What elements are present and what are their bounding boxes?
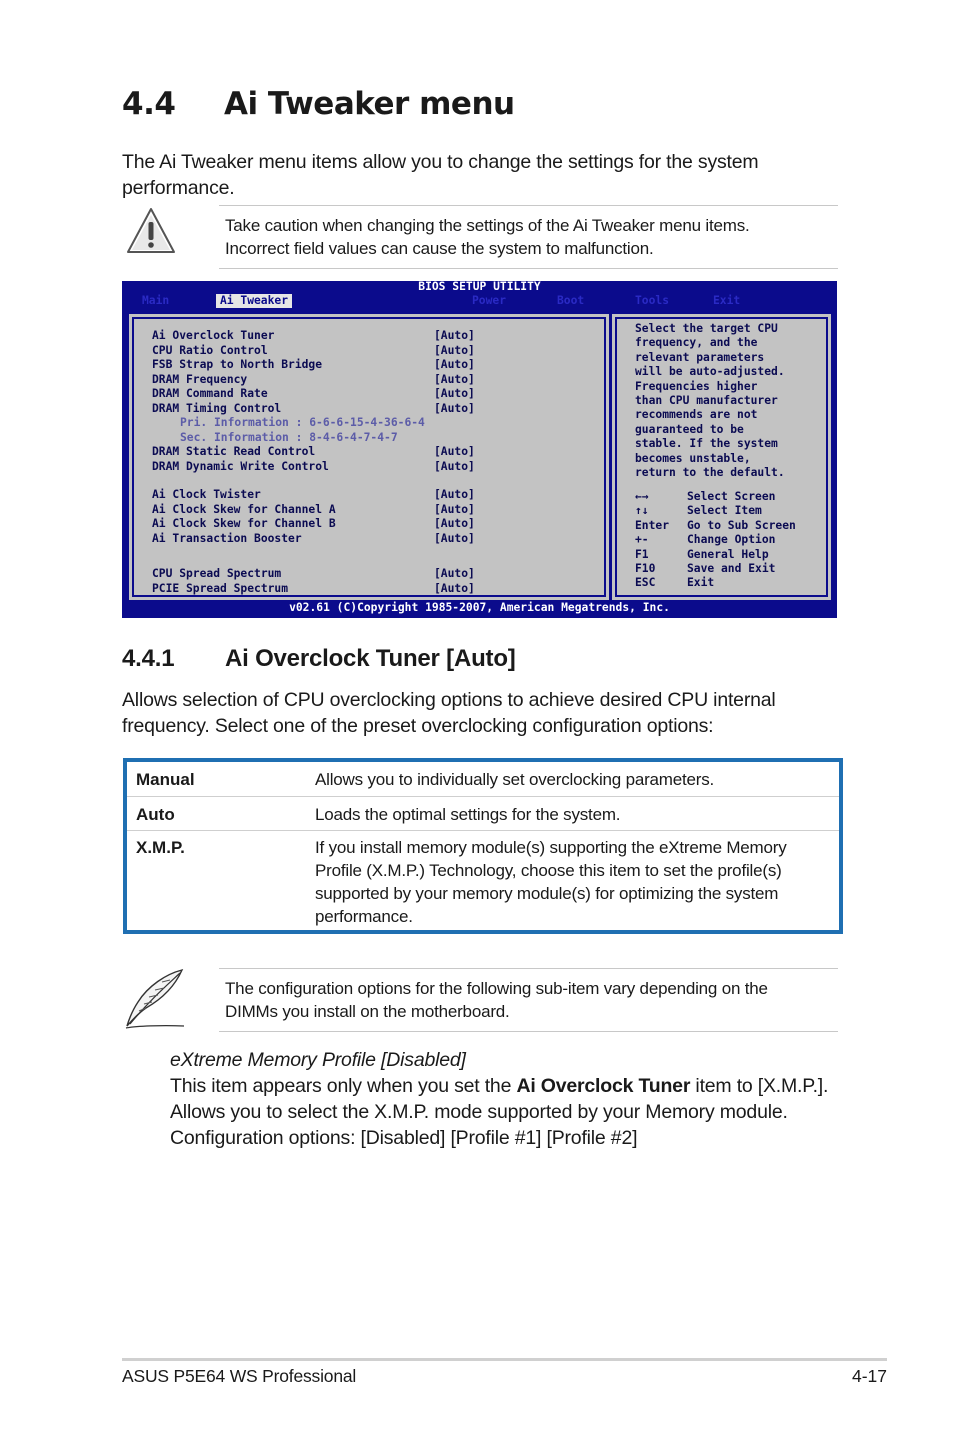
bios-screen bbox=[122, 281, 837, 618]
bios-item-value[interactable]: [Auto] bbox=[434, 445, 475, 458]
bios-item-value[interactable]: [Auto] bbox=[434, 581, 475, 595]
table-row bbox=[127, 830, 839, 931]
key-desc: Go to Sub Screen bbox=[687, 518, 796, 532]
bios-item-value[interactable]: [Auto] bbox=[434, 567, 475, 580]
bios-settings-panel bbox=[129, 314, 609, 600]
bios-item-value[interactable]: [Auto] bbox=[434, 343, 475, 357]
key-desc: Select Item bbox=[687, 504, 762, 518]
bios-item-label[interactable]: DRAM Frequency bbox=[152, 372, 248, 386]
option-desc: Allows you to individually set overclocking parameters. bbox=[315, 770, 715, 789]
bios-item-value[interactable]: [Auto] bbox=[434, 372, 475, 386]
bios-item-label[interactable]: Ai Clock Skew for Channel A bbox=[152, 502, 336, 516]
section-number: 4.4.1 bbox=[122, 645, 175, 672]
bios-item-value[interactable]: [Auto] bbox=[434, 459, 475, 473]
section-heading bbox=[122, 645, 516, 673]
heading-number: 4.4 bbox=[122, 86, 176, 122]
warning-triangle-icon bbox=[126, 206, 176, 256]
key-name: ESC bbox=[635, 576, 656, 590]
page-number: 4-17 bbox=[851, 1366, 887, 1386]
xmp-subitem bbox=[170, 1047, 850, 1151]
bios-menu-boot[interactable]: Boot bbox=[557, 294, 585, 307]
footer-rule bbox=[122, 1358, 887, 1361]
intro-paragraph: The Ai Tweaker menu items allow you to change the settings for the system performance. bbox=[122, 151, 759, 199]
option-desc: Loads the optimal settings for the system. bbox=[315, 805, 621, 824]
bios-settings-frame bbox=[132, 317, 606, 597]
bios-menu-main[interactable]: Main bbox=[142, 294, 170, 307]
key-name: F1 bbox=[635, 547, 649, 561]
xmp-text: This item appears only when you set the bbox=[170, 1075, 517, 1097]
key-desc: Select Screen bbox=[687, 490, 776, 503]
bios-item-value[interactable]: [Auto] bbox=[434, 387, 475, 400]
key-desc: Save and Exit bbox=[687, 562, 776, 575]
bios-item-label[interactable]: Ai Overclock Tuner bbox=[152, 329, 275, 342]
bios-item-value[interactable]: [Auto] bbox=[434, 517, 475, 530]
quill-pen-icon bbox=[122, 968, 186, 1030]
bios-item-label[interactable]: Ai Transaction Booster bbox=[152, 531, 302, 545]
footer-product: ASUS P5E64 WS Professional bbox=[122, 1366, 357, 1386]
section-paragraph: Allows selection of CPU overclocking options to achieve desired CPU internal frequency. Select one of the preset overclocking configuration options: bbox=[122, 689, 776, 737]
section-title: Ai Overclock Tuner [Auto] bbox=[225, 645, 516, 672]
bios-menu-tools[interactable]: Tools bbox=[635, 294, 670, 307]
note-text bbox=[225, 977, 835, 1023]
bios-item-label[interactable]: DRAM Static Read Control bbox=[152, 445, 316, 458]
caution-text-line: Take caution when changing the settings of the Ai Tweaker menu items. bbox=[225, 216, 750, 235]
key-name: Enter bbox=[635, 518, 670, 532]
table-row bbox=[127, 796, 839, 831]
bios-item-label[interactable]: DRAM Dynamic Write Control bbox=[152, 459, 329, 473]
bios-menubar bbox=[122, 293, 837, 309]
key-desc: General Help bbox=[687, 547, 769, 561]
bios-help-panel bbox=[612, 314, 831, 600]
bios-item-label[interactable]: DRAM Command Rate bbox=[152, 387, 268, 400]
caution-text-line: Incorrect field values can cause the system to malfunction. bbox=[225, 239, 654, 258]
bios-item-label[interactable]: DRAM Timing Control bbox=[152, 401, 282, 415]
bios-item-label[interactable]: CPU Ratio Control bbox=[152, 343, 268, 357]
bios-help-text: Select the target CPU frequency, and the relevant parameters will be auto-adjusted. Frequencies higher than CPU manufacturer recommends are not guaranteed to be stable. If the system becomes unstable, return to the default. bbox=[635, 322, 785, 480]
note-bottom-rule bbox=[219, 1031, 838, 1032]
key-desc: Exit bbox=[687, 576, 715, 590]
bios-info-line: Pri. Information : 6-6-6-15-4-36-6-4 bbox=[180, 416, 425, 429]
arrow-left-right-icon: ←→ bbox=[635, 490, 649, 503]
bios-item-value[interactable]: [Auto] bbox=[434, 488, 475, 501]
option-name: X.M.P. bbox=[136, 838, 185, 857]
bios-item-value[interactable]: [Auto] bbox=[434, 329, 475, 342]
bios-item-value[interactable]: [Auto] bbox=[434, 502, 475, 516]
table-row bbox=[127, 762, 839, 796]
key-name: F10 bbox=[635, 562, 656, 575]
bios-item-label[interactable]: CPU Spread Spectrum bbox=[152, 567, 282, 580]
bios-copyright: v02.61 (C)Copyright 1985-2007, American Megatrends, Inc. bbox=[289, 601, 670, 614]
bios-menu-exit[interactable]: Exit bbox=[713, 294, 741, 307]
bios-item-value[interactable]: [Auto] bbox=[434, 401, 475, 415]
heading-title: Ai Tweaker menu bbox=[224, 86, 515, 122]
xmp-text: item to [X.M.P.]. Allows you to select the X.M.P. mode supported by your Memory module. bbox=[170, 1075, 829, 1123]
option-name: Auto bbox=[136, 805, 175, 824]
xmp-config-options: Configuration options: [Disabled] [Profile #1] [Profile #2] bbox=[170, 1127, 638, 1149]
bios-item-value[interactable]: [Auto] bbox=[434, 531, 475, 545]
bios-item-label[interactable]: PCIE Spread Spectrum bbox=[152, 581, 289, 595]
note-text-line: The configuration options for the following sub-item vary depending on the bbox=[225, 979, 768, 998]
page-heading bbox=[122, 86, 515, 122]
note-top-rule bbox=[219, 968, 838, 969]
caution-bottom-rule bbox=[219, 268, 838, 269]
bios-help-frame bbox=[615, 317, 828, 597]
caution-top-rule bbox=[219, 205, 838, 206]
arrow-up-down-icon: ↑↓ bbox=[635, 504, 649, 518]
option-desc: If you install memory module(s) supporting the eXtreme Memory Profile (X.M.P.) Technology, choose this item to set the profile(s) supported by your memory module(s) for optimizing the system performance. bbox=[315, 838, 787, 926]
key-name: +- bbox=[635, 533, 649, 547]
bios-menu-power[interactable]: Power bbox=[472, 294, 507, 307]
bios-item-label[interactable]: FSB Strap to North Bridge bbox=[152, 358, 323, 371]
bios-item-label[interactable]: Ai Clock Twister bbox=[152, 488, 261, 501]
bios-title: BIOS SETUP UTILITY bbox=[418, 280, 541, 293]
bios-item-label[interactable]: Ai Clock Skew for Channel B bbox=[152, 517, 336, 530]
caution-text bbox=[225, 214, 835, 260]
xmp-text-bold: Ai Overclock Tuner bbox=[516, 1075, 691, 1097]
bios-info-line: Sec. Information : 8-4-6-4-7-4-7 bbox=[180, 430, 398, 444]
xmp-description bbox=[170, 1073, 850, 1125]
key-desc: Change Option bbox=[687, 533, 776, 547]
xmp-title: eXtreme Memory Profile [Disabled] bbox=[170, 1049, 466, 1071]
note-text-line: DIMMs you install on the motherboard. bbox=[225, 1002, 510, 1021]
bios-menu-ai-tweaker[interactable]: Ai Tweaker bbox=[216, 294, 292, 308]
options-table bbox=[123, 758, 843, 934]
option-name: Manual bbox=[136, 770, 195, 789]
bios-item-value[interactable]: [Auto] bbox=[434, 358, 475, 371]
